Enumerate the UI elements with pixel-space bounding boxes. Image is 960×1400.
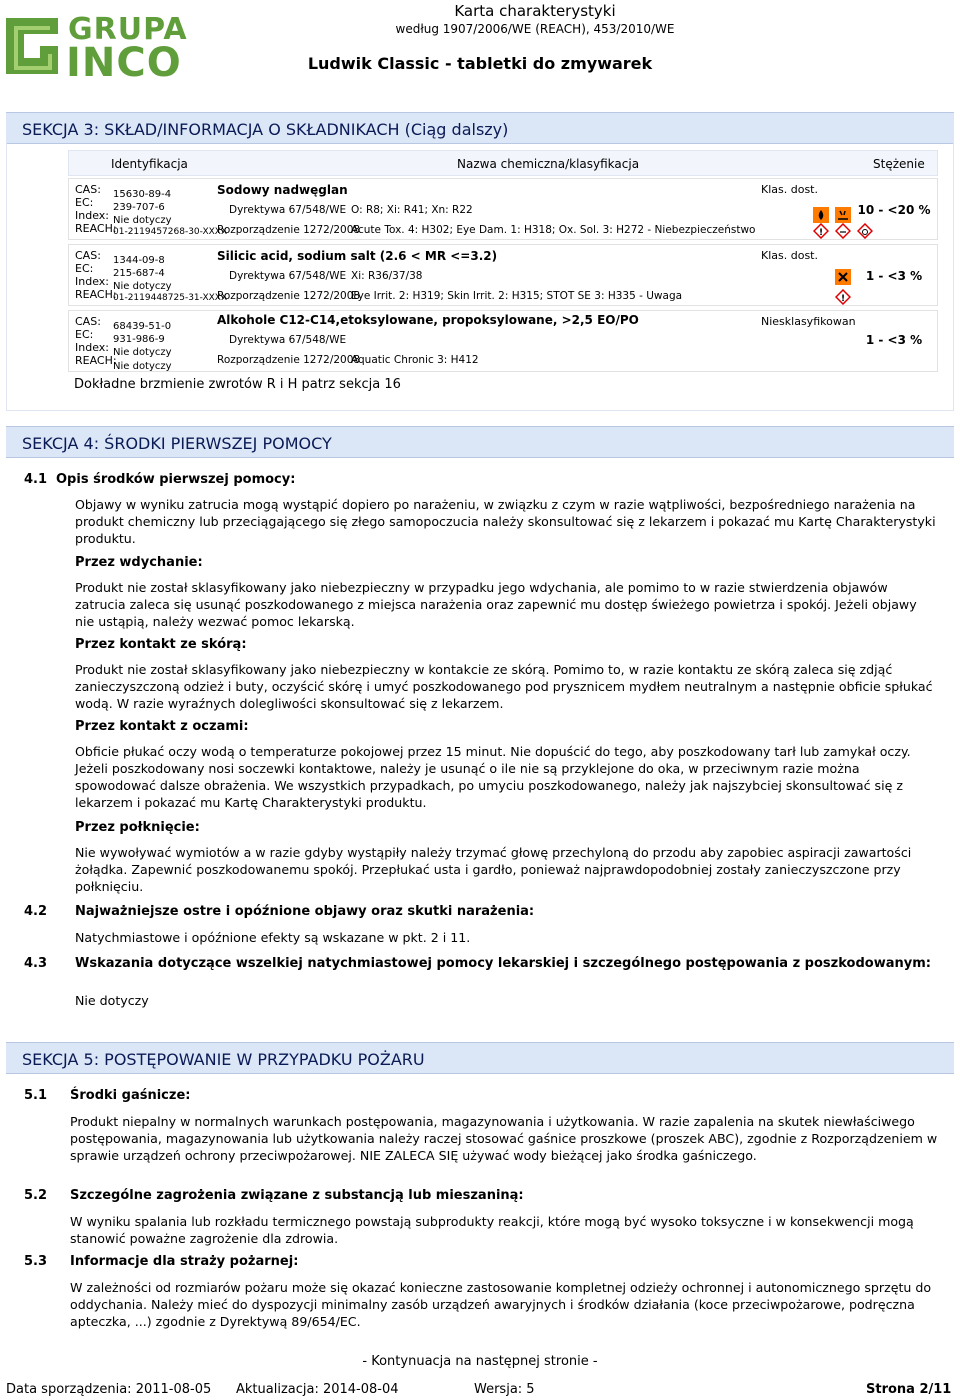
continued-notice: - Kontynuacja na następnej stronie - bbox=[362, 1354, 598, 1369]
reach-value: 01-2119457268-30-XXXX bbox=[113, 227, 228, 237]
regulation-label: Rozporządzenie 1272/2008 bbox=[217, 290, 361, 302]
page-number: Strona 2/11 bbox=[866, 1382, 952, 1397]
classification-source: Niesklasyfikowan bbox=[761, 315, 856, 328]
creation-date: Data sporządzenia: 2011-08-05 bbox=[6, 1382, 212, 1397]
reach-label: REACH: bbox=[75, 222, 117, 235]
composition-table-header bbox=[68, 150, 938, 176]
classification-source: Klas. dost. bbox=[761, 249, 818, 262]
chemical-name: Sodowy nadwęglan bbox=[217, 183, 348, 197]
document-subtitle: według 1907/2006/WE (REACH), 453/2010/WE bbox=[395, 22, 675, 36]
ingestion-title: Przez połknięcie: bbox=[75, 820, 200, 835]
exclamation-pictogram-icon bbox=[835, 289, 851, 305]
skin-contact-title: Przez kontakt ze skórą: bbox=[75, 637, 247, 652]
section-5-header bbox=[6, 1042, 954, 1074]
section-4-header bbox=[6, 426, 954, 458]
subsection-title: Środki gaśnicze: bbox=[70, 1088, 191, 1103]
chemical-name: Alkohole C12-C14,etoksylowane, propoksylowane, >2,5 EO/PO bbox=[217, 313, 639, 327]
concentration: 10 - <20 % bbox=[857, 203, 931, 217]
inhalation-title: Przez wdychanie: bbox=[75, 555, 203, 570]
inhalation-text: Produkt nie został sklasyfikowany jako niebezpieczny w przypadku jego wdychania, ale pomimo to w razie stwierdzenia objawów zatrucia zaleca się usunąć poszkodowanego z miejsca narażenia oraz zapewnić mu dostęp świeżego powietrza i spokój. Jeżeli objawy nie ustąpią, należy wezwać pomoc lekarską. bbox=[75, 580, 917, 629]
chemical-name: Silicic acid, sodium salt (2.6 < MR <=3.2) bbox=[217, 249, 498, 263]
first-aid-intro: Objawy w wyniku zatrucia mogą wystąpić dopiero po narażeniu, w związku z czym w razie wątpliwości, bezpośredniego narażenia na produkt chemiczny lub przeciągającego się złego samopoczucia należy skonsultować się z lekarzem i pokazać mu Kartę Charakterystyki produktu. bbox=[75, 497, 936, 546]
subsection-title: Opis środków pierwszej pomocy: bbox=[56, 472, 296, 487]
flame-over-circle-pictogram-icon bbox=[857, 223, 873, 239]
subsection-number: 5.1 bbox=[24, 1088, 48, 1103]
cas-label: CAS: bbox=[75, 249, 101, 262]
skin-contact-text: Produkt nie został sklasyfikowany jako niebezpieczny w kontakcie ze skórą. Pomimo to, w razie kontaktu ze skórą zaleca się zdjąć zanieczyszczoną odzież i buty, oczyścić skórę i umyć poszkodowanego pod prysznicem mydłem neutralnym a następnie obficie spłukać wodą. W razie wyraźnych dolegliwości skonsultować się z lekarzem. bbox=[75, 662, 933, 711]
subsection-text: Natychmiastowe i opóźnione efekty są wskazane w pkt. 2 i 11. bbox=[75, 930, 471, 945]
update-date: Aktualizacja: 2014-08-04 bbox=[236, 1382, 399, 1397]
section-3-title: SEKCJA 3: SKŁAD/INFORMACJA O SKŁADNIKACH (Ciąg dalszy) bbox=[22, 120, 509, 139]
subsection-title: Wskazania dotyczące wszelkiej natychmiastowej pomocy lekarskiej i szczególnego postępowania z poszkodowanym: bbox=[75, 956, 931, 971]
col-concentration: Stężenie bbox=[873, 157, 925, 171]
subsection-title: Najważniejsze ostre i opóźnione objawy oraz skutki narażenia: bbox=[75, 904, 535, 919]
col-chemical-name: Nazwa chemiczna/klasyfikacja bbox=[457, 157, 640, 171]
subsection-text: Nie dotyczy bbox=[75, 993, 149, 1008]
section-4-title: SEKCJA 4: ŚRODKI PIERWSZEJ POMOCY bbox=[22, 434, 332, 453]
regulation-value: Aquatic Chronic 3: H412 bbox=[351, 354, 479, 366]
version: Wersja: 5 bbox=[474, 1382, 535, 1397]
cas-value: 15630-89-4 bbox=[113, 189, 172, 200]
table-row bbox=[68, 244, 938, 306]
ec-value: 931-986-9 bbox=[113, 334, 165, 345]
regulation-value: Eye Irrit. 2: H319; Skin Irrit. 2: H315; STOT SE 3: H335 - Uwaga bbox=[351, 290, 683, 302]
table-row bbox=[68, 310, 938, 372]
ec-label: EC: bbox=[75, 328, 94, 341]
index-value: Nie dotyczy bbox=[113, 215, 172, 226]
concentration: 1 - <3 % bbox=[865, 269, 923, 283]
directive-value: Xi: R36/37/38 bbox=[351, 270, 423, 282]
subsection-title: Informacje dla straży pożarnej: bbox=[70, 1254, 299, 1269]
section-3-header bbox=[6, 112, 954, 144]
svg-text:!: ! bbox=[818, 228, 824, 238]
index-value: Nie dotyczy bbox=[113, 281, 172, 292]
regulation-value: Acute Tox. 4: H302; Eye Dam. 1: H318; Ox. Sol. 3: H272 - Niebezpieczeństwo bbox=[351, 224, 756, 236]
concentration: 1 - <3 % bbox=[865, 333, 923, 347]
firefighter-advice-text: W zależności od rozmiarów pożaru może się okazać konieczne zastosowanie kompletnej odzieży ochronnej i autonomicznego sprzętu do oddychania. Należy mieć do dyspozycji minimalny zasób urządzeń awaryjnych i środków działania (koce przeciwpożarowe, podręczna apteczka, ...) zgodnie z Dyrektywą 89/654/EC. bbox=[70, 1280, 932, 1329]
company-logo bbox=[0, 10, 205, 86]
reach-label: REACH: bbox=[75, 354, 117, 367]
index-value: Nie dotyczy bbox=[113, 347, 172, 358]
ec-label: EC: bbox=[75, 262, 94, 275]
eye-contact-text: Obficie płukać oczy wodą o temperaturze pokojowej przez 15 minut. Nie dopuścić do tego, aby poszkodowany tarł lub zamykał oczy. Jeżeli poszkodowany nosi soczewki kontaktowe, należy je usunąć o ile nie są przyklejone do oka, w przeciwnym razie można spowodować dalsze obrażenia. We wszystkich przypadkach, po umyciu poszkodowanego, należy jak najszybciej skonsultować się z lekarzem i pokazać mu Kartę Charakterystyki produktu. bbox=[75, 744, 911, 810]
index-label: Index: bbox=[75, 209, 109, 222]
reach-value: 01-2119448725-31-XXXX bbox=[113, 293, 228, 303]
ec-value: 215-687-4 bbox=[113, 268, 165, 279]
regulation-label: Rozporządzenie 1272/2008 bbox=[217, 224, 361, 236]
regulation-label: Rozporządzenie 1272/2008 bbox=[217, 354, 361, 366]
ingestion-text: Nie wywoływać wymiotów a w razie gdyby wystąpiły należy trzymać głowę przechyloną do przodu aby zapobiec aspiracji zawartości żołądka. Zapewnić poszkodowanemu spokój. Przepłukać usta i gardło, ponieważ najprawdopodobniej zostały zanieczyszczone przy połknięciu. bbox=[75, 845, 912, 894]
document-title: Karta charakterystyki bbox=[454, 2, 616, 20]
product-name: Ludwik Classic - tabletki do zmywarek bbox=[307, 54, 653, 73]
cas-label: CAS: bbox=[75, 315, 101, 328]
logo-text-bottom: INCO bbox=[66, 40, 182, 86]
subsection-number: 5.3 bbox=[24, 1254, 48, 1269]
directive-label: Dyrektywa 67/548/WE bbox=[229, 270, 347, 282]
svg-text:!: ! bbox=[840, 294, 846, 304]
col-identification: Identyfikacja bbox=[111, 157, 188, 171]
cas-label: CAS: bbox=[75, 183, 101, 196]
ec-label: EC: bbox=[75, 196, 94, 209]
subsection-number: 4.1 bbox=[24, 472, 48, 487]
subsection-number: 5.2 bbox=[24, 1188, 48, 1203]
exclamation-pictogram-icon bbox=[813, 223, 829, 239]
logo-text-top: GRUPA bbox=[68, 12, 188, 47]
r-h-phrases-note: Dokładne brzmienie zwrotów R i H patrz sekcja 16 bbox=[74, 377, 401, 392]
directive-value: O: R8; Xi: R41; Xn: R22 bbox=[351, 204, 473, 216]
table-row bbox=[68, 178, 938, 240]
corrosion-ghs-pictogram-icon bbox=[835, 223, 851, 239]
directive-label: Dyrektywa 67/548/WE bbox=[229, 334, 347, 346]
cas-value: 1344-09-8 bbox=[113, 255, 165, 266]
subsection-number: 4.3 bbox=[24, 956, 48, 971]
subsection-number: 4.2 bbox=[24, 904, 48, 919]
index-label: Index: bbox=[75, 341, 109, 354]
special-hazards-text: W wyniku spalania lub rozkładu termicznego powstają subprodukty reakcji, które mogą być wysoko toksyczne i w konsekwencji mogą stanowić poważne zagrożenie dla zdrowia. bbox=[70, 1214, 914, 1246]
directive-label: Dyrektywa 67/548/WE bbox=[229, 204, 347, 216]
oxidizer-pictogram-icon bbox=[813, 207, 829, 223]
reach-label: REACH: bbox=[75, 288, 117, 301]
eye-contact-title: Przez kontakt z oczami: bbox=[75, 719, 249, 734]
cas-value: 68439-51-0 bbox=[113, 321, 172, 332]
reach-value: Nie dotyczy bbox=[113, 361, 172, 372]
subsection-title: Szczególne zagrożenia związane z substancją lub mieszaniną: bbox=[70, 1188, 524, 1203]
section-5-title: SEKCJA 5: POSTĘPOWANIE W PRZYPADKU POŻARU bbox=[22, 1050, 425, 1069]
extinguishing-media-text: Produkt niepalny w normalnych warunkach postępowania, magazynowania i użytkowania. W razie zapalenia na skutek niewłaściwego postępowania, magazynowania lub użytkowania należy raczej stosować gaśnice proszkowe (proszek ABC), zgodnie z Rozporządzeniem w sprawie urządzeń ochrony przeciwpożarowej. NIE ZALECA SIĘ używać wody bieżącej jako środka gaśniczego. bbox=[70, 1114, 938, 1163]
classification-source: Klas. dost. bbox=[761, 183, 818, 196]
ec-value: 239-707-6 bbox=[113, 202, 165, 213]
index-label: Index: bbox=[75, 275, 109, 288]
